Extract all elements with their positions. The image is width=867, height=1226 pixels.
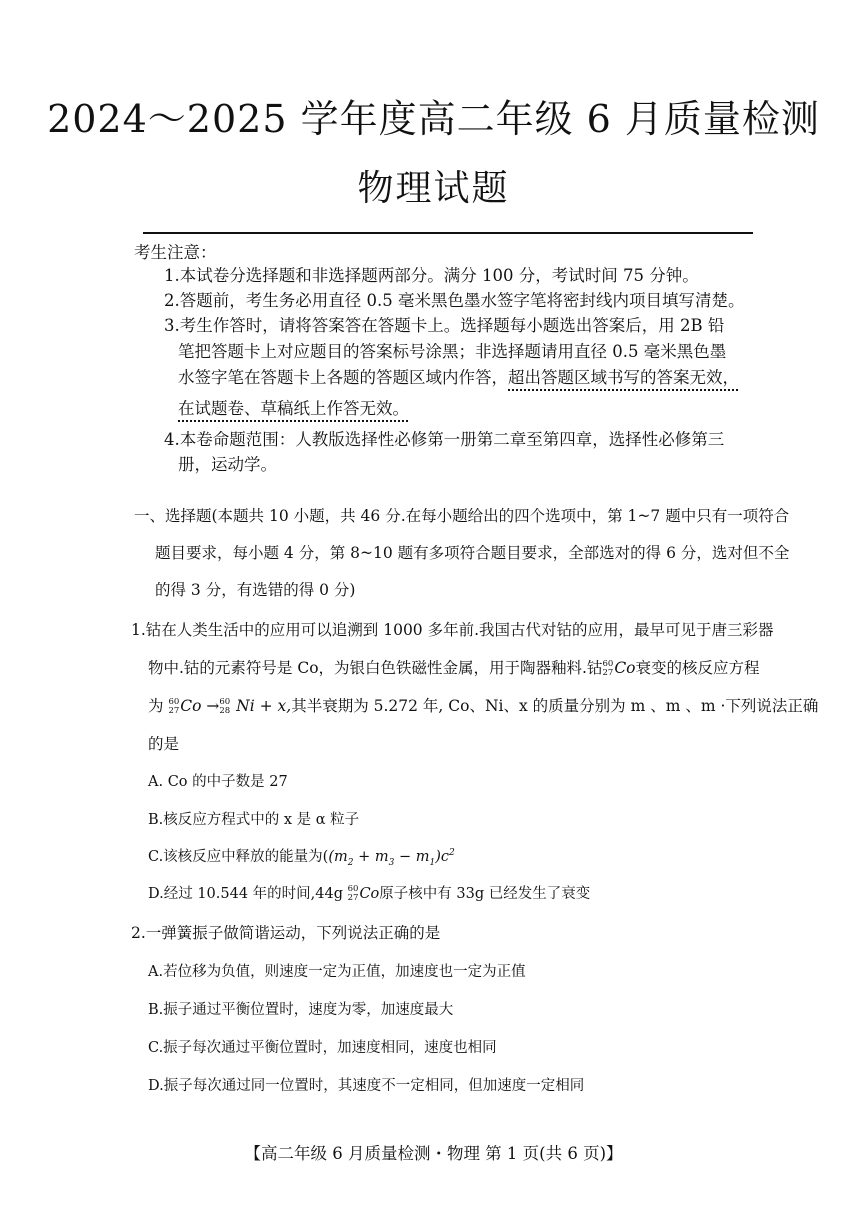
question-1-stem-line4: 的是 <box>148 735 180 753</box>
page-footer: 【高二年级 6 月质量检测・物理 第 1 页(共 6 页)】 <box>244 1144 623 1163</box>
notice-item-3-line4: 在试题卷、草稿纸上作答无效。 <box>178 399 409 418</box>
notice-item-2: 2.答题前，考生务必用直径 0.5 毫米黑色墨水签字笔将密封线内项目填写清楚。 <box>164 291 745 310</box>
decay-equation: Co → <box>180 697 220 715</box>
question-1-option-b: B.核反应方程式中的 x 是 α 粒子 <box>148 812 360 828</box>
question-1-text-cont: 其半衰期为 5.272 年, Co、Ni、x 的质量分别为 m 、m 、m ·下列说法正确 <box>291 697 819 715</box>
notice-heading: 考生注意： <box>134 243 217 262</box>
question-1-option-c <box>148 845 455 868</box>
ni60-isotope: 60 28 <box>219 697 231 716</box>
section1-instructions-line3: 的得 3 分，有选错的得 0 分) <box>155 581 356 599</box>
energy-formula: $(m_2 + m_3 - m_1)c^2$ <box>328 848 455 868</box>
option-d-text: D.经过 10.544 年的时间,44g <box>148 886 344 902</box>
notice-item-3-line3-text: 水签字笔在答题卡上各题的答题区域内作答， <box>178 368 508 387</box>
question-1-text-cont: 衰变的核反应方程 <box>635 659 760 677</box>
title-divider <box>143 232 753 234</box>
notice-item-3-line2: 笔把答题卡上对应题目的答案标号涂黑；非选择题请用直径 0.5 毫米黑色墨 <box>178 342 727 361</box>
decay-equation-products: Ni + x, <box>231 697 292 715</box>
section1-instructions-line2: 题目要求，每小题 4 分，第 8~10 题有多项符合题目要求，全部选对的得 6 分，选对但不全 <box>155 544 790 562</box>
question-1-text: 物中.钴的元素符号是 Co，为银白色铁磁性金属，用于陶器釉料.钴 <box>148 659 603 677</box>
exam-title: 2024～2025 学年度高二年级 6 月质量检测 <box>47 97 820 141</box>
question-1-option-a: A. Co 的中子数是 27 <box>148 774 288 790</box>
notice-item-3-line1: 3.考生作答时，请将答案答在答题卡上。选择题每小题选出答案后，用 2B 铅 <box>164 316 725 335</box>
co-symbol: Co <box>359 886 380 902</box>
co60-isotope: 60 27 <box>602 659 614 678</box>
section1-instructions-line1: 一、选择题(本题共 10 小题，共 46 分.在每小题给出的四个选项中，第 1~7 题中只有一项符合 <box>134 507 790 525</box>
option-c-text: C.该核反应中释放的能量为( <box>148 849 329 865</box>
notice-item-1: 1.本试卷分选择题和非选择题两部分。满分 100 分，考试时间 75 分钟。 <box>164 266 699 285</box>
co-symbol: Co <box>614 659 636 677</box>
question-2-option-b: B.振子通过平衡位置时，速度为零，加速度最大 <box>148 1002 454 1018</box>
co60-isotope: 60 27 <box>347 884 359 903</box>
notice-item-4-line2: 册，运动学。 <box>178 455 277 474</box>
notice-item-4-line1: 4.本卷命题范围：人教版选择性必修第一册第二章至第四章，选择性必修第三 <box>164 430 725 449</box>
question-1-stem-line2 <box>148 656 760 678</box>
question-1-text: 为 <box>148 697 164 715</box>
question-2-option-a: A.若位移为负值，则速度一定为正值，加速度也一定为正值 <box>148 964 526 980</box>
question-2-stem: 2.一弹簧振子做简谐运动，下列说法正确的是 <box>131 924 441 942</box>
question-1-stem-line1: 1.钴在人类生活中的应用可以追溯到 1000 多年前.我国古代对钴的应用，最早可见于唐三彩器 <box>131 621 774 639</box>
option-d-text-cont: 原子核中有 33g 已经发生了衰变 <box>379 886 591 902</box>
question-1-option-d <box>148 882 590 903</box>
question-2-option-d: D.振子每次通过同一位置时，其速度不一定相同，但加速度一定相同 <box>148 1078 585 1094</box>
question-1-stem-line3 <box>148 694 818 716</box>
notice-item-3-line3 <box>178 364 739 388</box>
question-2-option-c: C.振子每次通过平衡位置时，加速度相同，速度也相同 <box>148 1040 497 1056</box>
exam-subject: 物理试题 <box>357 168 510 209</box>
notice-emphasis-text: 超出答题区域书写的答案无效， <box>508 368 739 387</box>
co60-isotope: 60 27 <box>168 697 180 716</box>
